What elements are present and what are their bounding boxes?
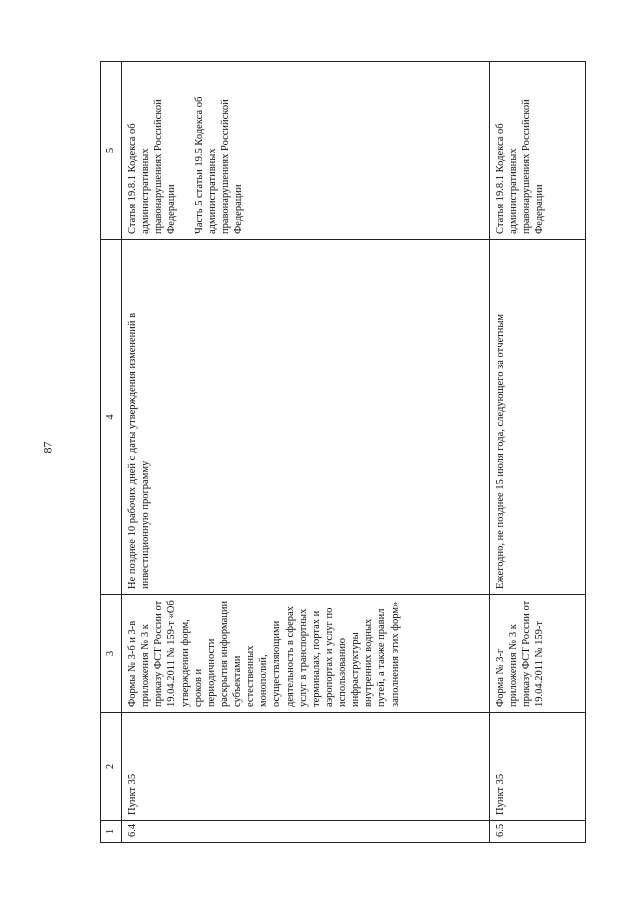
liability-cell [490, 62, 586, 240]
legal-point: Пункт 35 [490, 713, 586, 821]
rotated-table-area [100, 62, 586, 843]
form-reference: Форма № 3-г приложения № 3 к приказу ФСТ России от 19.04.2011 № 159-т [490, 595, 586, 713]
deadline-text: Ежегодно, не позднее 15 июля года, следующего за отчетным [490, 240, 586, 595]
header-row [101, 62, 122, 843]
row-number: 6.5 [490, 821, 586, 843]
deadline-text: Не позднее 10 рабочих дней с даты утверждения изменений в инвестиционную программу [122, 240, 490, 595]
page-number: 87 [40, 441, 55, 454]
column-header-4: 4 [101, 240, 122, 595]
legal-point: Пункт 35 [122, 713, 490, 821]
liability-text: Статья 19.8.1 Кодекса об административных правонарушениях Российской Федерации [127, 99, 178, 234]
column-header-1: 1 [101, 821, 122, 843]
column-header-3: 3 [101, 595, 122, 713]
form-reference: Формы № 3-б и 3-в приложения № 3 к приказу ФСТ России от 19.04.2011 № 159-т «Об утверждении форм, сроков и периодичности раскрытия информации субъектами естественных монополий, осуществляющими деятельность в сферах услуг в транспортных терминалах, портах и аэропортах и услуг по использованию инфраструктуры внутренних водных путей, а также правил заполнения этих форм» [122, 595, 490, 713]
row-number: 6.4 [122, 821, 490, 843]
liability-text: Статья 19.8.1 Кодекса об административных правонарушениях Российской Федерации [495, 99, 546, 234]
column-header-2: 2 [101, 713, 122, 821]
liability-text: Часть 5 статьи 19.5 Кодекса об административных правонарушениях Российской Федерации [193, 96, 244, 234]
table-row [490, 62, 586, 843]
disclosure-table [100, 61, 586, 843]
liability-cell [122, 62, 490, 240]
table-row [122, 62, 490, 843]
column-header-5: 5 [101, 62, 122, 240]
table-sheet [100, 62, 586, 843]
